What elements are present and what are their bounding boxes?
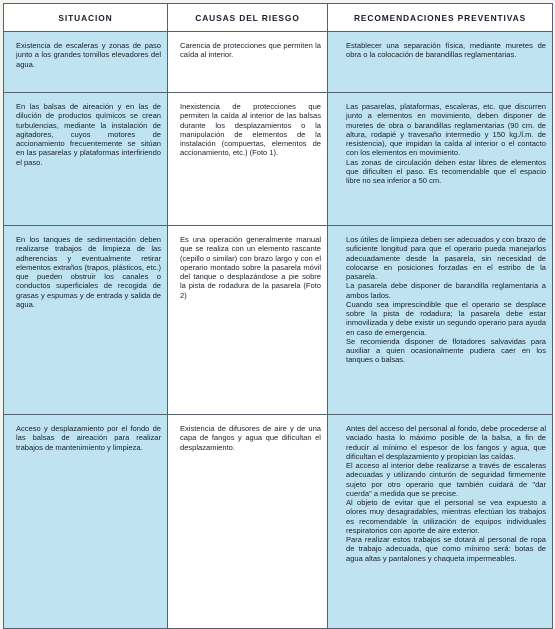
situacion-cell: Acceso y desplazamiento por el fondo de las balsas de aireación para realizar trabajos de mantenimiento y limpieza. (4, 415, 168, 629)
header-recomendaciones-preventivas: RECOMENDACIONES PREVENTIVAS (328, 4, 553, 32)
recomendaciones-cell (328, 32, 553, 93)
table-header-row (4, 4, 553, 32)
recomendacion-paragraph: Para realizar estos trabajos se dotará al personal de ropa de trabajo adecuada, que como mínimo será: botas de agua altas y pantalones y chaqueta impermeables. (346, 535, 546, 563)
recomendaciones-cell (328, 415, 553, 629)
recomendaciones-cell (328, 226, 553, 415)
recomendacion-paragraph: Antes del acceso del personal al fondo, debe procederse al vaciado hasta lo máximo posible de la balsa, a fin de reducir al mínimo el espesor de los fangos y agua, que dificultan el desplazamiento y propician las caídas. (346, 424, 546, 461)
recomendacion-paragraph: Las pasarelas, plataformas, escaleras, etc. que discurren junto a elementos en movimiento, deben disponer de muretes de obra o barandillas reglamentarias (90 cm. de altura, rodapié y travesaño intermedio y 150 kg./l.m. de resistencia), que impidan la caída al interior o el contacto con los elementos en movimiento. (346, 102, 546, 158)
causas-cell: Existencia de difusores de aire y de una capa de fangos y agua que dificultan el desplazamiento. (168, 415, 328, 629)
recomendacion-paragraph: El acceso al interior debe realizarse a través de escaleras adecuadas y utilizando cinturón de seguridad firmemente sujeto por otro operario que también cuidará de "dar cuerda" a medida que se precise. (346, 461, 546, 498)
situacion-cell: En los tanques de sedimentación deben realizarse trabajos de limpieza de las adherencias y eventualmente retirar elementos extraños (trapos, plásticos, etc.) que pueden obstruir los canales o conductos superficiales de recogida de grasas y espumas y de entrada y salida de agua. (4, 226, 168, 415)
situacion-cell: En las balsas de aireación y en las de dilución de productos químicos se crean turbulencias, mediante la instalación de agitadores, cuyos motores de accionamiento frecuentemente se sitúan en las pasarelas y plataformas interfiriendo el paso. (4, 93, 168, 226)
recomendacion-paragraph: Se recomienda disponer de flotadores salvavidas para auxiliar a quien ocasionalmente pudiera caer en los tanques o balsas. (346, 336, 546, 365)
recomendacion-paragraph: Las zonas de circulación deben estar libres de elementos que dificulten el paso. Es recomendable que el espacio libre no sea inferior a 50 cm. (346, 157, 546, 185)
recomendacion-paragraph: Al objeto de evitar que el personal se vea expuesto a olores muy desagradables, mientras efectúan los trabajos es recomendable la utilización de equipos individuales respiratorios con aporte de aire exterior. (346, 498, 546, 535)
risk-table (3, 3, 553, 629)
recomendacion-paragraph: Cuando sea imprescindible que el operario se desplace sobre la pista de rodadura; la pasarela debe estar inmovilizada y debe existir un segundo operario para ayuda en caso de emergencia. (346, 299, 546, 337)
table-row (4, 226, 553, 415)
header-causas-del-riesgo: CAUSAS DEL RIESGO (168, 4, 328, 32)
causas-cell: Es una operación generalmente manual que se realiza con un elemento rascante (cepillo o similar) con brazo largo y con el operario montado sobre la pasarela móvil del tanque o desplazándose a pie sobre la pista de rodadura de la pasarela (Foto 2) (168, 226, 328, 415)
causas-cell: Carencia de protecciones que permiten la caída al interior. (168, 32, 328, 93)
table-row (4, 32, 553, 93)
header-situacion: SITUACION (4, 4, 168, 32)
recomendaciones-cell (328, 93, 553, 226)
situacion-cell: Existencia de escaleras y zonas de paso junto a los grandes tornillos elevadores del agua. (4, 32, 168, 93)
recomendacion-paragraph: Los útiles de limpieza deben ser adecuados y con brazo de suficiente longitud para que el operario pueda manejarlos adecuadamente desde la pasarela, sin necesidad de colocarse en posiciones forzadas en el estribo de la pasarela. (346, 235, 546, 281)
table-row (4, 93, 553, 226)
table-row (4, 415, 553, 629)
recomendacion-paragraph: La pasarela debe disponer de barandilla reglamentaria a ambos lados. (346, 281, 546, 300)
recomendacion-paragraph: Establecer una separación física, mediante muretes de obra o la colocación de barandillas reglamentarias. (346, 41, 546, 60)
causas-cell: Inexistencia de protecciones que permiten la caída al interior de las balsas durante los desplazamientos o la manipulación de elementos de la instalación (compuertas, elementos de accionamiento, etc.) (Foto 1). (168, 93, 328, 226)
